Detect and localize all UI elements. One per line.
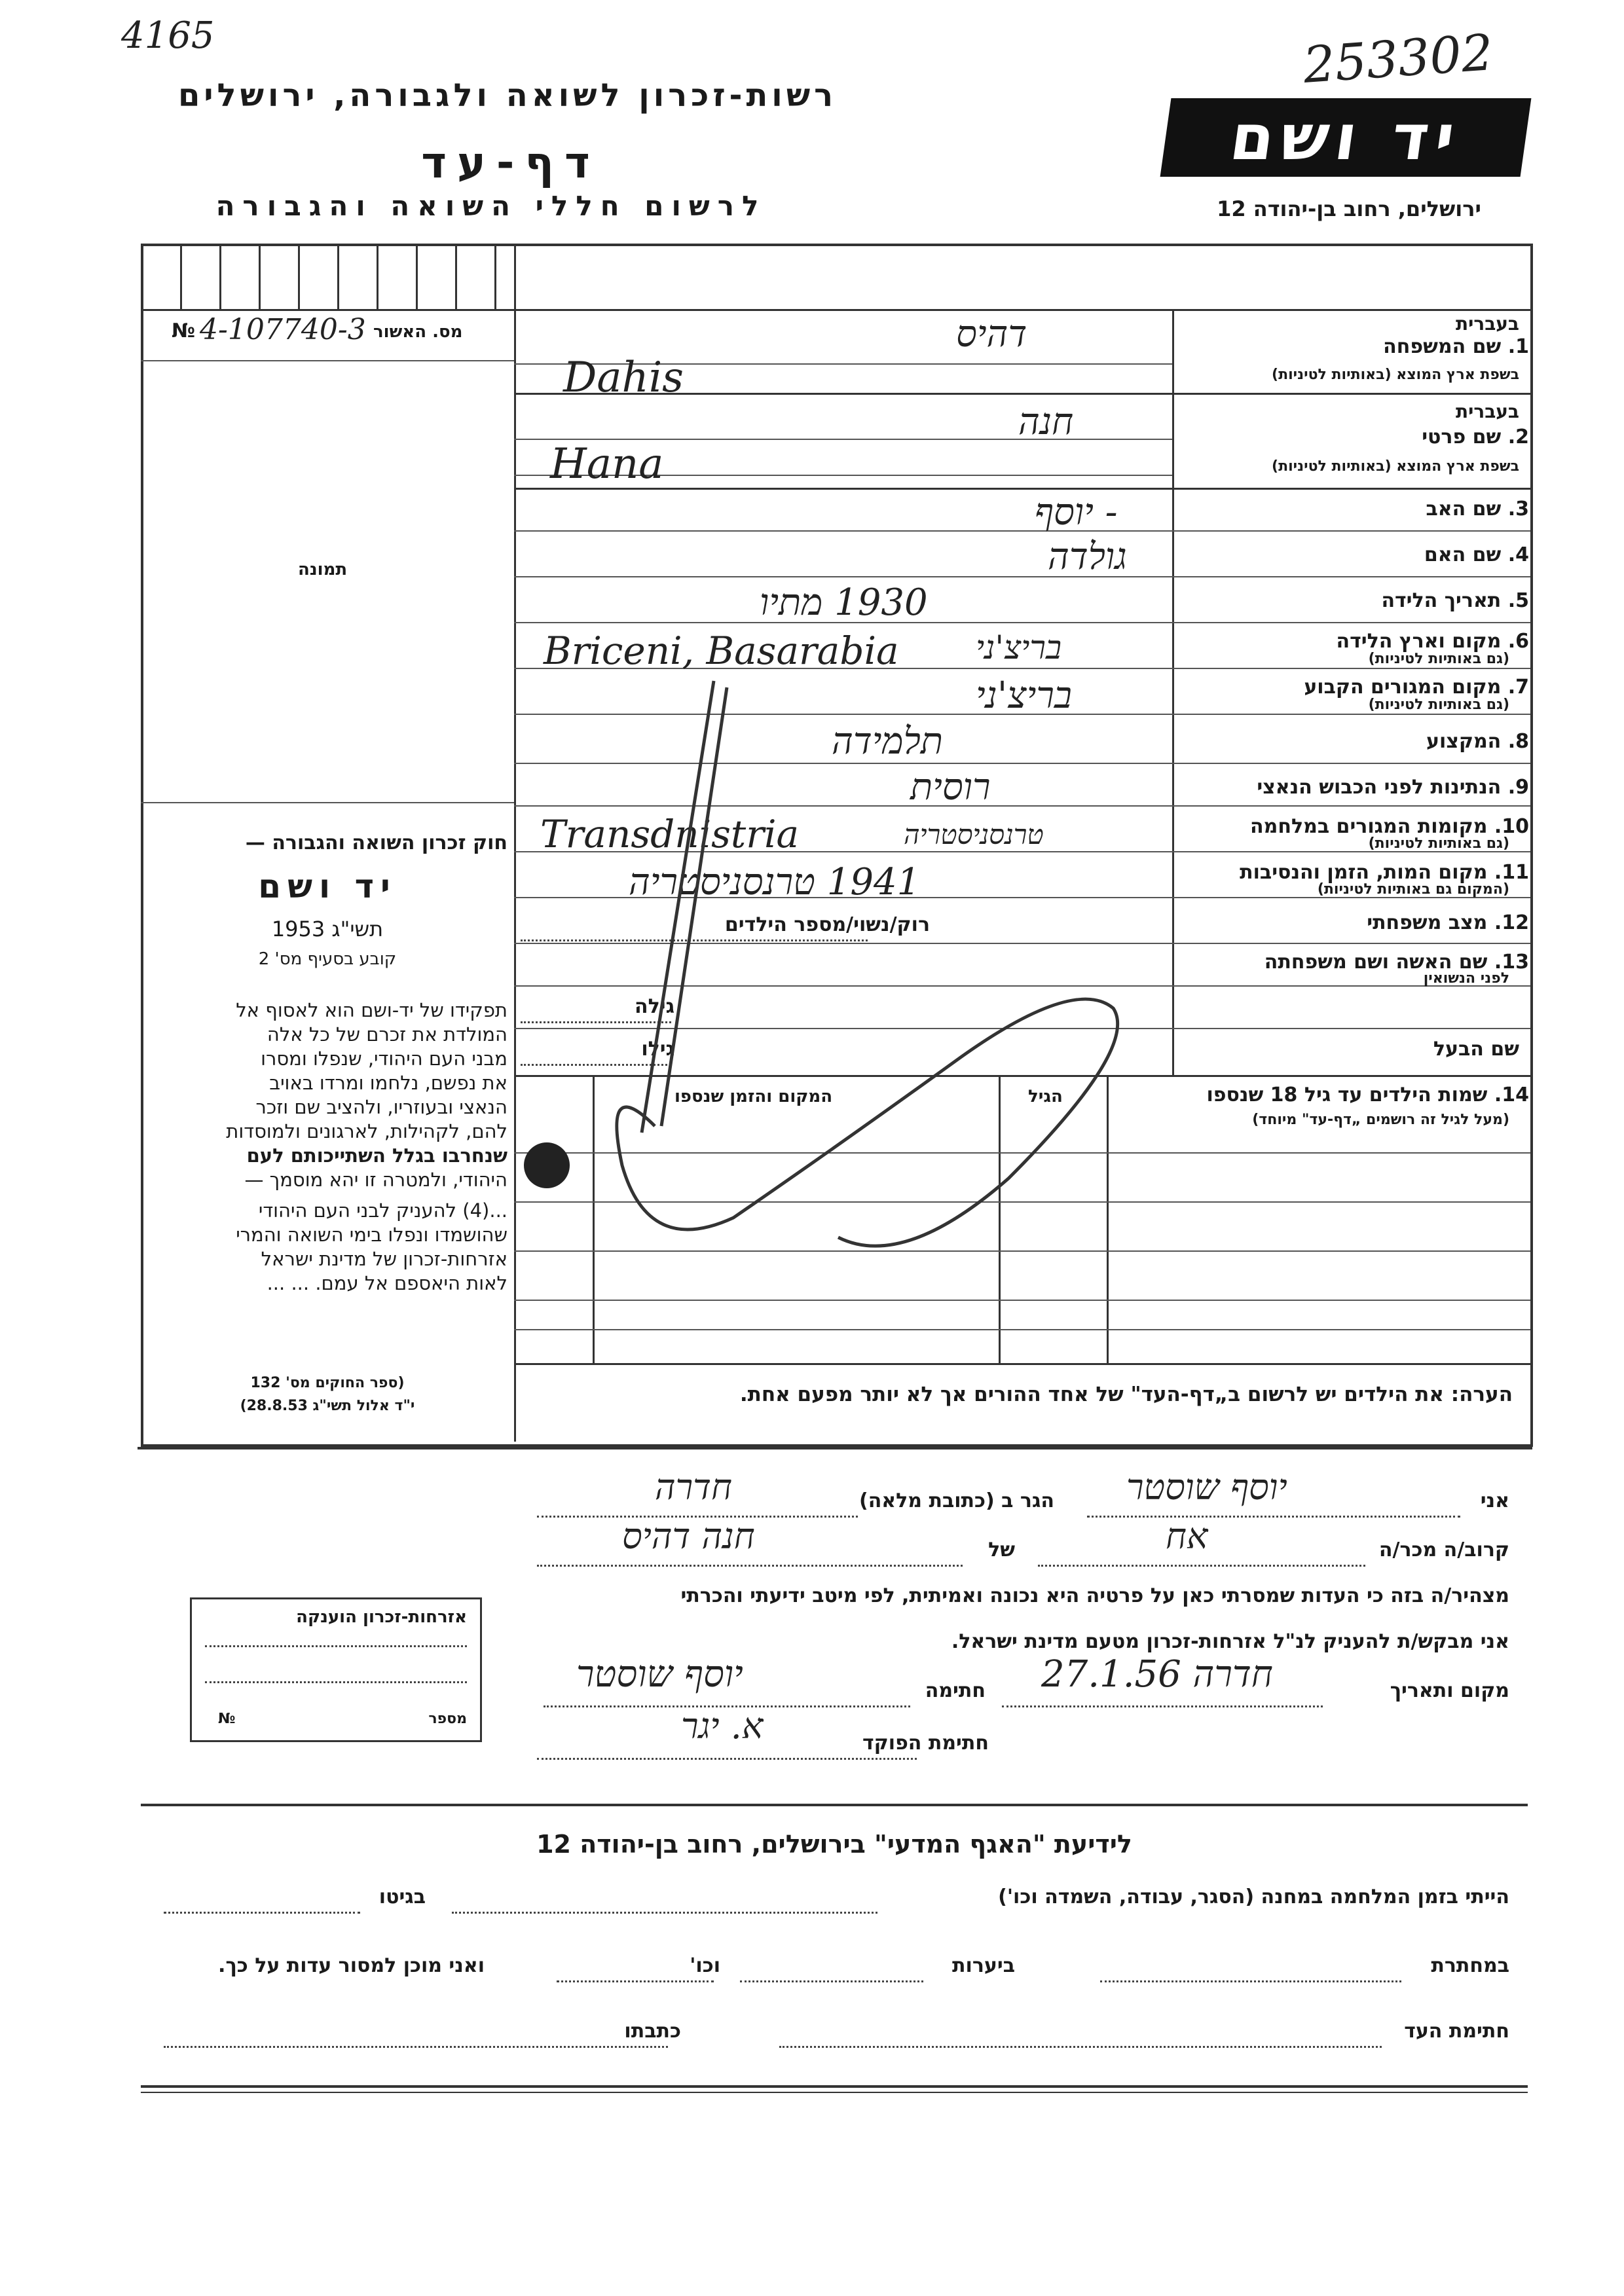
f1-native-tag: בשפת ארץ המוצא (באותיות לטיניות) — [1272, 367, 1519, 383]
bottom-underground-label: במחתרת — [1431, 1954, 1509, 1977]
f1-value-hebrew: דהיס — [956, 313, 1027, 355]
f4-value: גולדה — [1048, 536, 1127, 578]
approval-number: 4-107740-3 — [200, 313, 366, 346]
card-strip — [141, 244, 514, 309]
f6-value-latin: Briceni, Basarabia — [544, 629, 899, 673]
form-title: דף-עד — [421, 137, 600, 188]
f6-label: 6. מקום וארץ הלידה — [1336, 630, 1529, 653]
f8-label: 8. המקצוע — [1426, 730, 1529, 753]
bottom-address-label: כתבתו — [624, 2020, 681, 2043]
resident-value: חדרה — [655, 1467, 732, 1508]
f6-sub: (גם באותיות לטיניות) — [1368, 651, 1509, 667]
approval-prefix: № — [172, 319, 196, 342]
signature-value: יוסף שוסטר — [576, 1653, 743, 1696]
statement: מצהיר/ה בזה כי העדות שמסרתי כאן על פרטיה היא נכונה ואמיתית, לפי מיטב ידיעתי והכרתי — [680, 1584, 1509, 1607]
law-line: היהודי, ולמטרה זו יהא מוסמך — — [244, 1169, 507, 1191]
f9-value: רוסית — [910, 766, 991, 809]
photo-label: תמונה — [298, 560, 348, 579]
f2-value-hebrew: חנה — [1018, 401, 1074, 443]
f3-label: 3. שם האב — [1426, 498, 1529, 520]
f7-sub: (גם באותיות לטיניות) — [1368, 697, 1509, 713]
col-place: המקום והזמן שנספו — [674, 1087, 833, 1106]
officer-label: חתימת הפוקד — [862, 1732, 989, 1755]
f13-age-label: גילה — [635, 995, 674, 1018]
law-line: הנאצי ובעוזריו, ולהציב שם וזכר — [255, 1096, 507, 1118]
f10-value-latin: Transdnistria — [540, 812, 800, 856]
bottom-camp-label: הייתי בזמן המלחמה במחנה (הסגר, עבודה, השמדה וכו') — [998, 1886, 1509, 1908]
f14-sub: (מעל לגיל זה רושמים „דף-עד" מיוחד) — [1252, 1112, 1509, 1128]
request: אני מבקש/ת להעניק לנ"ל אזרחות-זכרון מטעם מדינת ישראל. — [951, 1630, 1509, 1653]
relative-label: קרוב/ה מכר/ה — [1378, 1539, 1509, 1561]
law-name: יד ושם — [258, 867, 397, 905]
law-line: ...(4) להעניק לבני העם היהודי — [258, 1199, 507, 1222]
f12-label: 12. מצב משפחתי — [1367, 911, 1529, 934]
law-line: המולדת את זכרם של כל אלה — [267, 1023, 507, 1046]
col-age: הגיל — [1028, 1087, 1063, 1106]
f4-label: 4. שם האם — [1424, 543, 1529, 566]
f7-label: 7. מקום המגורים הקבוע — [1304, 676, 1529, 699]
law-line: תפקידו של יד-ושם הוא לאסוף אל — [236, 999, 507, 1021]
law-clause: קובע בסעיף מס' 2 — [258, 949, 397, 969]
bottom-testimony-label: ואני מוכן למסור עדות על כך. — [218, 1954, 485, 1977]
resident-label: הגר ב (כתובת מלאה) — [858, 1489, 1054, 1512]
f2-native-tag: בשפת ארץ המוצא (באותיות לטיניות) — [1272, 458, 1519, 475]
officer-value: א. יגר — [681, 1705, 764, 1747]
f5-value: 1930 מתיו — [760, 581, 928, 624]
address: ירושלים, רחוב בן-יהודה 12 — [1217, 196, 1481, 221]
logo-text: יד ושם — [1225, 101, 1466, 174]
f10-label: 10. מקומות המגורים במלחמה — [1250, 815, 1529, 838]
f3-value: - יוסף — [1035, 491, 1118, 534]
i-label: אני — [1480, 1489, 1509, 1512]
approval-label: מס. האשור — [373, 322, 463, 342]
citizenship-title: אזרחות-זכרון הוענקה — [296, 1607, 467, 1627]
f1-hebrew-tag: בעברית — [1455, 313, 1519, 335]
corner-code: 4165 — [121, 14, 215, 57]
bottom-title: לידיעת "האגף המדעי" בירושלים, רחוב בן-יהודה 12 — [536, 1830, 1132, 1859]
bottom-witness-signature-label: חתימת העד — [1404, 2020, 1509, 2043]
law-year: תשי"ג 1953 — [271, 917, 384, 941]
f10-value-hebrew: טרנסניסטריה — [904, 818, 1044, 850]
f13-label: 13. שם האשה ושם משפחתה — [1264, 951, 1529, 974]
f11-sub: (המקום גם באותיות לטיניות) — [1317, 881, 1509, 898]
law-line: לאות היאספם אל עמם. ... ... — [267, 1272, 507, 1294]
bottom-ghetto-label: בגיטו — [378, 1886, 426, 1908]
frame-double-line — [138, 1447, 1532, 1449]
law-source-1: (ספר החוקים מס' 132 — [250, 1375, 405, 1391]
law-title: חוק זכרון השואה והגבורה — — [245, 831, 507, 854]
citizenship-box — [190, 1597, 482, 1742]
f10-sub: (גם באותיות לטיניות) — [1368, 835, 1509, 852]
f1-value-latin: Dahis — [563, 354, 684, 402]
serial-number: 253302 — [1301, 22, 1495, 95]
cancel-scribble — [563, 668, 1153, 1290]
place-date-value: חדרה 27.1.56 — [1041, 1653, 1273, 1696]
law-source-2: י"ד אלול תשי"ג 28.8.53) — [240, 1398, 415, 1414]
bottom-forest-label: ביערות — [952, 1954, 1015, 1977]
f6-value-hebrew: בריצ'ני — [976, 629, 1062, 666]
i-value: יוסף שוסטר — [1126, 1467, 1287, 1508]
f11-value: 1941 טרנסניסטריה — [629, 861, 921, 903]
law-line: להם, לקהילות, לארגונים ולמוסדות — [226, 1120, 507, 1142]
husband-age-label: גילו — [641, 1038, 674, 1061]
note: הערה: את הילדים יש לרשום ב„דף-העד" של אחד ההורים אך לא יותר מפעם אחת. — [739, 1383, 1513, 1406]
citizenship-number-label: מספר — [428, 1711, 467, 1727]
form-subtitle: לרשום חללי השואה והגבורה — [215, 190, 767, 222]
law-line: מבני העם היהודי, שנפלו ומסרו — [261, 1048, 507, 1070]
authority-name: רשות-זכרון לשואה ולגבורה, ירושלים — [177, 77, 838, 114]
f2-label: 2. שם פרטי — [1422, 426, 1529, 448]
f13-sub: לפני הנשואין — [1423, 970, 1509, 987]
logo — [1160, 98, 1532, 177]
signature-label: חתימה — [925, 1679, 986, 1702]
law-line: את נפשם, נלחמו ומרדו באויב — [269, 1072, 507, 1094]
f12-options: רוק/נשוי/מספר הילדים — [724, 913, 930, 936]
citizenship-number-prefix: № — [218, 1711, 236, 1727]
f9-label: 9. הנתינות לפני הכבוש הנאצי — [1257, 776, 1529, 799]
husband-label: שם הבעל — [1433, 1038, 1519, 1061]
of-value: חנה דהיס — [622, 1516, 755, 1557]
bottom-etc-label: וכו' — [690, 1954, 720, 1977]
law-text — [147, 998, 507, 1296]
f2-value-latin: Hana — [550, 440, 664, 488]
f8-value: תלמידה — [832, 720, 943, 763]
place-date-label: מקום ותאריך — [1390, 1679, 1509, 1702]
of-label: של — [988, 1539, 1015, 1561]
law-line: שהושמדו ונפלו בימי השואה והמרי — [236, 1224, 507, 1246]
f2-hebrew-tag: בעברית — [1455, 401, 1519, 422]
relative-value: אח — [1166, 1516, 1208, 1557]
f7-value: בריצ'ני — [976, 674, 1072, 717]
law-line: שנחרבו בגלל השתייכותם לעם — [246, 1144, 507, 1167]
f1-label: 1. שם המשפחה — [1383, 335, 1529, 358]
f5-label: 5. תאריך הלידה — [1381, 589, 1529, 612]
law-line: אזרחות-זכרון של מדינת ישראל — [261, 1248, 507, 1270]
f11-label: 11. מקום המות, הזמן והנסיבות — [1240, 861, 1529, 884]
f14-label: 14. שמות הילדים עד גיל 18 שנספו — [1206, 1084, 1529, 1106]
